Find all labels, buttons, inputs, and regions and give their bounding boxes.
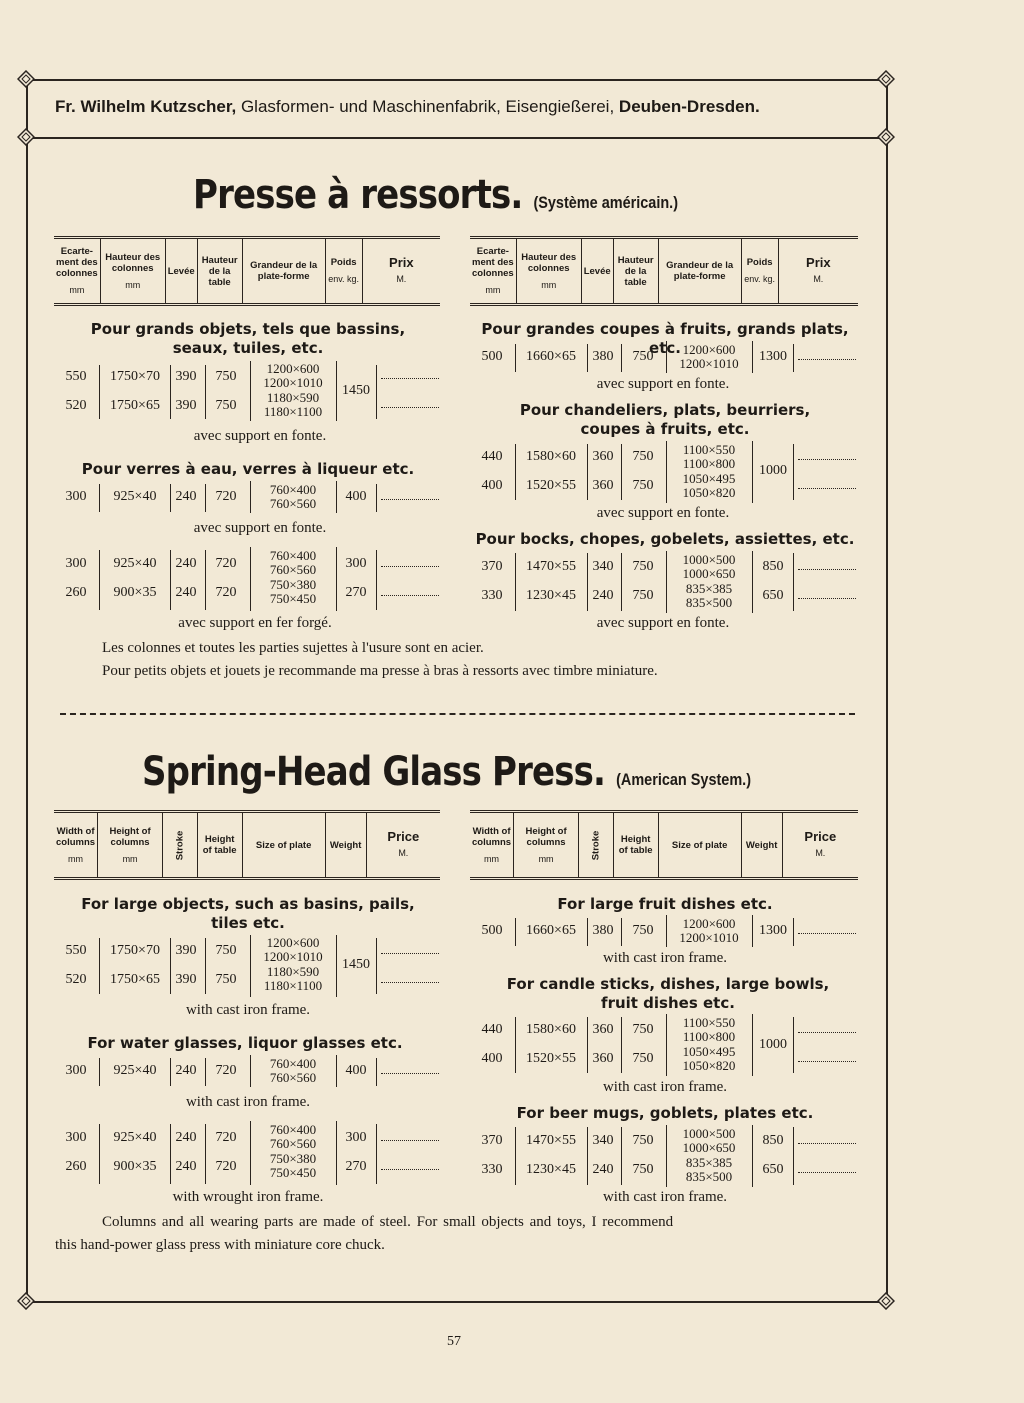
cell-table: 750 [632,1162,654,1177]
section-note: avec support en fer forgé. [178,615,332,631]
cell-height: 1230×45 [526,588,576,603]
cell-weight: 300 [345,556,367,571]
header-col5: Size of plate [242,812,325,879]
french-paragraph-1: Les colonnes et toutes les parties sujettes à l'usure sont en acier. [102,640,484,656]
header-col6: Poids env. kg. [325,238,362,305]
section-note: with cast iron frame. [602,1189,728,1205]
cell-stroke: 360 [592,478,614,493]
header-col3: Levée [165,238,197,305]
cell-plate: 1000×500 [682,1126,736,1141]
cell-stroke: 360 [592,1022,614,1037]
header-col2: Hauteur des colonnes mm [516,238,581,305]
price-blank [798,1061,856,1062]
cell-table: 720 [215,1159,237,1174]
cell-weight: 1000 [759,1037,787,1052]
cell-stroke: 240 [175,556,197,571]
price-blank [381,1140,439,1141]
cell-table: 720 [215,585,237,600]
right-frame [886,79,888,1301]
cell-spacing: 400 [481,1051,503,1066]
cell-height: 925×40 [113,489,157,504]
cell-plate: 760×560 [269,1136,317,1151]
price-blank [381,378,439,379]
header-col1: Ecarte-ment des colonnes mm [472,246,514,295]
cell-plate: 760×560 [269,1070,317,1085]
cell-plate: 1200×600 [266,361,320,376]
cell-plate: 1180×590 [266,964,320,979]
cell-weight: 850 [762,1133,784,1148]
cell-table: 750 [215,398,237,413]
section-heading: For candle sticks, dishes, large bowls, fruit dishes etc. [506,975,830,1012]
header-col7: Price M. [782,812,858,879]
cell-plate: 1050×495 [682,471,736,486]
cell-height: 900×35 [113,1159,157,1174]
cell-table: 720 [215,1130,237,1145]
section-note: with cast iron frame. [185,1002,311,1018]
corner-ornament-icon [17,1292,35,1310]
cell-stroke: 360 [592,1051,614,1066]
price-blank [798,1032,856,1033]
cell-spacing: 300 [65,489,87,504]
cell-plate: 1180×590 [266,390,320,405]
cell-plate: 760×400 [269,548,317,563]
cell-height: 1580×60 [526,449,576,464]
cell-spacing: 300 [65,1063,87,1078]
cell-height: 1750×65 [110,972,160,987]
section-note: avec support en fonte. [596,376,730,392]
header-col4: Height of table [613,812,658,879]
cell-plate: 760×400 [269,482,317,497]
cell-plate: 1050×820 [682,1058,736,1073]
header-col4: Hauteur de la table [197,238,242,305]
cell-plate: 1200×600 [682,916,736,931]
cell-plate: 1000×650 [682,566,736,581]
price-blank [798,459,856,460]
cell-plate: 750×380 [269,1151,317,1166]
cell-stroke: 240 [592,1162,614,1177]
company-business: Glasformen- und Maschinenfabrik, Eisengießerei, [236,97,619,116]
cell-plate: 835×500 [685,1169,733,1184]
cell-plate: 1000×650 [682,1140,736,1155]
section-heading: For beer mugs, goblets, plates etc. [516,1104,814,1122]
french-title [193,172,678,218]
cell-spacing: 550 [65,369,87,384]
section-note: avec support en fonte. [193,520,327,536]
cell-spacing: 330 [481,1162,503,1177]
cell-height: 1660×65 [526,923,576,938]
header-col3: Levée [581,238,613,305]
cell-spacing: 440 [481,449,503,464]
header-col4: Hauteur de la table [613,238,658,305]
cell-spacing: 370 [481,1133,503,1148]
cell-height: 925×40 [113,1063,157,1078]
section-note: avec support en fonte. [596,505,730,521]
english-paragraph-2: this hand-power glass press with miniature core chuck. [55,1237,385,1253]
cell-height: 1470×55 [526,1133,576,1148]
cell-plate: 835×500 [685,595,733,610]
header-col6: Weight [325,812,366,879]
header-col3: Stroke [579,812,614,879]
cell-plate: 1180×1100 [263,404,323,419]
french-title-text: Presse à ressorts. [193,172,523,218]
cell-plate: 1200×1010 [679,356,739,371]
english-title-text: Spring-Head Glass Press. [142,749,606,795]
section-heading: For large objects, such as basins, pails, tiles etc. [81,895,415,932]
letterhead [55,97,860,117]
cell-weight: 1300 [759,349,787,364]
cell-stroke: 340 [592,559,614,574]
price-blank [381,953,439,954]
cell-table: 750 [632,478,654,493]
price-blank [381,1169,439,1170]
cell-plate: 835×385 [685,581,733,596]
cell-table: 750 [215,369,237,384]
header-col1: Width of columns mm [56,825,96,864]
corner-ornament-icon [877,128,895,146]
header-col5: Grandeur de la plate-forme [242,238,325,305]
cell-plate: 1200×1010 [263,949,323,964]
page-number: 57 [447,1334,461,1349]
header-col3: Stroke [163,812,198,879]
price-blank [381,566,439,567]
english-header-right [470,810,858,880]
cell-plate: 1000×500 [682,552,736,567]
header-col7: Prix M. [778,238,858,305]
cell-spacing: 550 [65,943,87,958]
corner-ornament-icon [877,1292,895,1310]
cell-weight: 650 [762,1162,784,1177]
cell-stroke: 390 [175,972,197,987]
header-col6: Weight [741,812,782,879]
price-blank [798,598,856,599]
price-blank [798,1172,856,1173]
section-heading: Pour verres à eau, verres à liqueur etc. [81,460,415,478]
company-name: Fr. Wilhelm Kutzscher, [55,97,237,116]
cell-table: 720 [215,1063,237,1078]
section-heading: Pour grandes coupes à fruits, grands plats, etc. [481,320,849,357]
cell-spacing: 440 [481,1022,503,1037]
price-blank [381,499,439,500]
section-note: with cast iron frame. [602,950,728,966]
cell-height: 1660×65 [526,349,576,364]
cell-table: 750 [632,923,654,938]
section-heading: Pour bocks, chopes, gobelets, assiettes, etc. [475,530,855,548]
price-blank [798,359,856,360]
header-col2: Height of columns mm [514,812,579,879]
cell-weight: 1000 [759,463,787,478]
header-col6: Poids env. kg. [741,238,778,305]
header-col7: Prix M. [362,238,440,305]
cell-stroke: 390 [175,943,197,958]
cell-stroke: 240 [175,1063,197,1078]
top-rule [26,79,886,81]
cell-stroke: 340 [592,1133,614,1148]
cell-stroke: 240 [592,588,614,603]
cell-plate: 1100×550 [682,442,736,457]
french-header-right [470,236,858,306]
french-header-left [54,236,440,306]
cell-plate: 1200×1010 [263,375,323,390]
cell-stroke: 380 [592,923,614,938]
cell-plate: 835×385 [685,1155,733,1170]
cell-stroke: 390 [175,398,197,413]
english-title [142,749,751,795]
header-col2: Height of columns mm [98,812,163,879]
cell-weight: 850 [762,559,784,574]
cell-table: 720 [215,556,237,571]
french-paragraph-2: Pour petits objets et jouets je recommande ma presse à bras à ressorts avec timbre miniature. [102,663,658,679]
header-col1: Width of columns mm [472,825,512,864]
cell-spacing: 520 [65,972,87,987]
cell-plate: 760×400 [269,1122,317,1137]
cell-height: 1750×65 [110,398,160,413]
cell-plate: 1100×800 [682,456,736,471]
letterhead-rule [26,137,886,139]
cell-spacing: 370 [481,559,503,574]
section-note: avec support en fonte. [596,615,730,631]
cell-weight: 400 [345,489,367,504]
cell-height: 900×35 [113,585,157,600]
price-blank [381,595,439,596]
english-header-left [54,810,440,880]
french-subtitle: (Système américain.) [533,193,679,212]
english-paragraph-1: Columns and all wearing parts are made of steel. For small objects and toys, I recommend [102,1214,674,1230]
price-blank [381,982,439,983]
header-col2: Hauteur des colonnes mm [100,238,165,305]
price-blank [381,407,439,408]
section-note: with cast iron frame. [185,1094,311,1110]
cell-plate: 750×450 [269,591,317,606]
cell-height: 1580×60 [526,1022,576,1037]
cell-height: 925×40 [113,1130,157,1145]
cell-table: 750 [632,349,654,364]
section-heading: For large fruit dishes etc. [557,895,773,913]
price-blank [798,488,856,489]
cell-spacing: 520 [65,398,87,413]
cell-weight: 400 [345,1063,367,1078]
cell-stroke: 380 [592,349,614,364]
cell-weight: 300 [345,1130,367,1145]
section-heading: Pour grands objets, tels que bassins, seaux, tuiles, etc. [90,320,406,357]
price-blank [798,1143,856,1144]
cell-stroke: 240 [175,585,197,600]
corner-ornament-icon [877,70,895,88]
cell-table: 750 [632,449,654,464]
cell-height: 1750×70 [110,369,160,384]
bottom-rule [26,1301,886,1303]
cell-table: 750 [632,1022,654,1037]
cell-spacing: 500 [481,923,503,938]
cell-stroke: 240 [175,1159,197,1174]
cell-spacing: 400 [481,478,503,493]
cell-weight: 270 [345,1159,367,1174]
cell-plate: 1200×600 [682,342,736,357]
section-heading: Pour chandeliers, plats, beurriers, coupes à fruits, etc. [519,401,811,438]
header-col7: Price M. [366,812,440,879]
header-col5: Size of plate [658,812,741,879]
company-city: Deuben-Dresden. [618,97,760,116]
cell-weight: 270 [345,585,367,600]
cell-height: 1750×70 [110,943,160,958]
cell-table: 750 [215,943,237,958]
section-heading: For water glasses, liquor glasses etc. [87,1034,403,1052]
cell-spacing: 260 [65,1159,87,1174]
cell-height: 925×40 [113,556,157,571]
english-subtitle: (American System.) [616,770,752,789]
cell-plate: 1200×600 [266,935,320,950]
cell-table: 720 [215,489,237,504]
cell-table: 750 [632,1051,654,1066]
section-note: with wrought iron frame. [172,1189,324,1205]
section-note: avec support en fonte. [193,428,327,444]
cell-plate: 750×380 [269,577,317,592]
cell-plate: 760×560 [269,562,317,577]
section-divider [60,713,855,715]
cell-height: 1230×45 [526,1162,576,1177]
cell-height: 1470×55 [526,559,576,574]
corner-ornament-icon [17,70,35,88]
cell-plate: 1200×1010 [679,930,739,945]
cell-plate: 1180×1100 [263,978,323,993]
cell-stroke: 240 [175,1130,197,1145]
cell-weight: 1300 [759,923,787,938]
price-blank [798,569,856,570]
header-col4: Height of table [197,812,242,879]
cell-plate: 1100×550 [682,1015,736,1030]
header-col1: Ecarte-ment des colonnes mm [56,246,98,295]
cell-height: 1520×55 [526,1051,576,1066]
cell-stroke: 240 [175,489,197,504]
cell-table: 750 [632,588,654,603]
cell-plate: 1050×820 [682,485,736,500]
cell-weight: 1450 [342,957,370,972]
cell-spacing: 500 [481,349,503,364]
cell-weight: 650 [762,588,784,603]
header-col5: Grandeur de la plate-forme [658,238,741,305]
cell-spacing: 330 [481,588,503,603]
cell-table: 750 [632,1133,654,1148]
cell-plate: 750×450 [269,1165,317,1180]
cell-weight: 1450 [342,383,370,398]
price-blank [798,933,856,934]
corner-ornament-icon [17,128,35,146]
cell-table: 750 [632,559,654,574]
cell-plate: 1050×495 [682,1044,736,1059]
cell-table: 750 [215,972,237,987]
cell-stroke: 360 [592,449,614,464]
cell-plate: 1100×800 [682,1029,736,1044]
cell-spacing: 300 [65,556,87,571]
cell-plate: 760×400 [269,1056,317,1071]
cell-spacing: 300 [65,1130,87,1145]
section-note: with cast iron frame. [602,1079,728,1095]
cell-stroke: 390 [175,369,197,384]
price-blank [381,1073,439,1074]
left-frame [26,79,28,1301]
cell-height: 1520×55 [526,478,576,493]
cell-spacing: 260 [65,585,87,600]
cell-plate: 760×560 [269,496,317,511]
